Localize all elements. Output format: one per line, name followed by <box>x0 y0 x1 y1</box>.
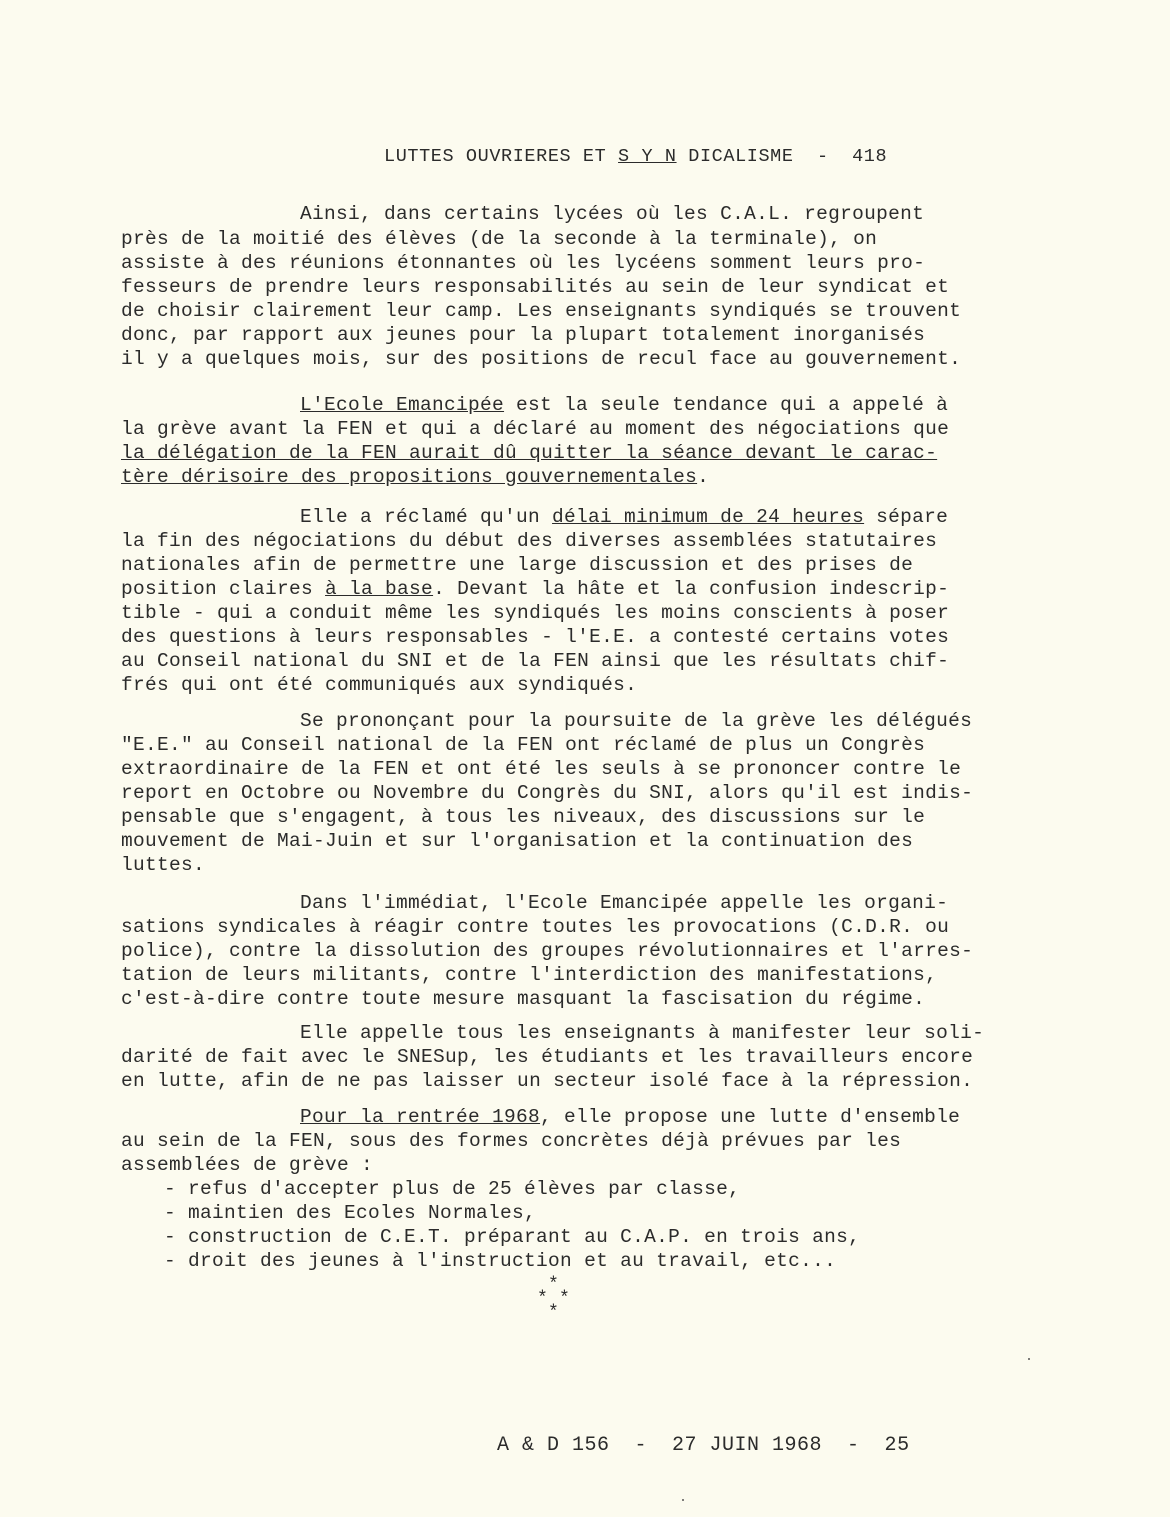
text-line: Dans l'immédiat, l'Ecole Emancipée appelle les organi- <box>300 892 949 914</box>
asterisk: * <box>548 1275 559 1295</box>
text-line: donc, par rapport aux jeunes pour la plupart totalement inorganisés <box>121 324 926 346</box>
text-line: "E.E." au Conseil national de la FEN ont réclamé de plus un Congrès <box>121 734 926 756</box>
text-line: Elle a réclamé qu'un délai minimum de 24 heures sépare <box>300 506 949 528</box>
list-item: - construction de C.E.T. préparant au C.A.P. en trois ans, <box>164 1226 861 1248</box>
text-line: tation de leurs militants, contre l'interdiction des manifestations, <box>121 964 938 986</box>
list-item: - refus d'accepter plus de 25 élèves par classe, <box>164 1178 741 1200</box>
text-line: des questions à leurs responsables - l'E.E. a contesté certains votes <box>121 626 950 648</box>
text-line: L'Ecole Emancipée est la seule tendance qui a appelé à <box>300 394 949 416</box>
text-line: la grève avant la FEN et qui a déclaré au moment des négociations que <box>121 418 950 440</box>
header-prefix: LUTTES OUVRIERES ET <box>384 146 619 167</box>
text-line: Ainsi, dans certains lycées où les C.A.L. regroupent <box>300 203 925 225</box>
paper-speck <box>682 1499 684 1501</box>
text-line: position claires à la base. Devant la hâte et la confusion indescrip- <box>121 578 950 600</box>
text-line: pensable que s'engagent, à tous les niveaux, des discussions sur le <box>121 806 926 828</box>
text-line: mouvement de Mai-Juin et sur l'organisation et la continuation des <box>121 830 914 852</box>
asterisk: * <box>548 1303 559 1323</box>
list-item: - droit des jeunes à l'instruction et au travail, etc... <box>164 1250 837 1272</box>
text-line: au sein de la FEN, sous des formes concrètes déjà prévues par les <box>121 1130 902 1152</box>
text-line: darité de fait avec le SNESup, les étudiants et les travailleurs encore <box>121 1046 974 1068</box>
text-line: nationales afin de permettre une large discussion et des prises de <box>121 554 914 576</box>
text-line: près de la moitié des élèves (de la seconde à la terminale), on <box>121 228 878 250</box>
text-line: assiste à des réunions étonnantes où les lycéens somment leurs pro- <box>121 252 926 274</box>
text-line: la délégation de la FEN aurait dû quitter la séance devant le carac- <box>121 442 938 464</box>
page-header <box>384 146 887 167</box>
text-line: tère dérisoire des propositions gouvernementales. <box>121 466 710 488</box>
text-line: extraordinaire de la FEN et ont été les seuls à se prononcer contre le <box>121 758 962 780</box>
text-line: Se prononçant pour la poursuite de la grève les délégués <box>300 710 973 732</box>
header-suffix: DICALISME - 418 <box>676 146 888 167</box>
text-line: au Conseil national du SNI et de la FEN ainsi que les résultats chif- <box>121 650 950 672</box>
text-line: tible - qui a conduit même les syndiqués les moins conscients à poser <box>121 602 950 624</box>
list-item: - maintien des Ecoles Normales, <box>164 1202 537 1224</box>
text-line: Pour la rentrée 1968, elle propose une lutte d'ensemble <box>300 1106 961 1128</box>
asterism-separator <box>531 1276 577 1326</box>
text-line: Elle appelle tous les enseignants à manifester leur soli- <box>300 1022 985 1044</box>
text-line: il y a quelques mois, sur des positions de recul face au gouvernement. <box>121 348 962 370</box>
asterisk: * <box>559 1289 570 1309</box>
text-line: sations syndicales à réagir contre toutes les provocations (C.D.R. ou <box>121 916 950 938</box>
text-line: c'est-à-dire contre toute mesure masquant la fascisation du régime. <box>121 988 926 1010</box>
asterisk: * <box>537 1289 548 1309</box>
text-line: assemblées de grève : <box>121 1154 374 1176</box>
text-line: report en Octobre ou Novembre du Congrès du SNI, alors qu'il est indis- <box>121 782 974 804</box>
text-line: luttes. <box>121 854 206 876</box>
text-line: fesseurs de prendre leurs responsabilités au sein de leur syndicat et <box>121 276 950 298</box>
text-line: police), contre la dissolution des groupes révolutionnaires et l'arres- <box>121 940 974 962</box>
header-syn: S Y N <box>618 146 677 167</box>
paper-speck <box>1028 1358 1030 1360</box>
text-line: la fin des négociations du début des diverses assemblées statutaires <box>121 530 938 552</box>
text-line: en lutte, afin de ne pas laisser un secteur isolé face à la répression. <box>121 1070 974 1092</box>
page-footer: A & D 156 - 27 JUIN 1968 - 25 <box>497 1434 910 1457</box>
text-line: frés qui ont été communiqués aux syndiqués. <box>121 674 638 696</box>
text-line: de choisir clairement leur camp. Les enseignants syndiqués se trouvent <box>121 300 962 322</box>
